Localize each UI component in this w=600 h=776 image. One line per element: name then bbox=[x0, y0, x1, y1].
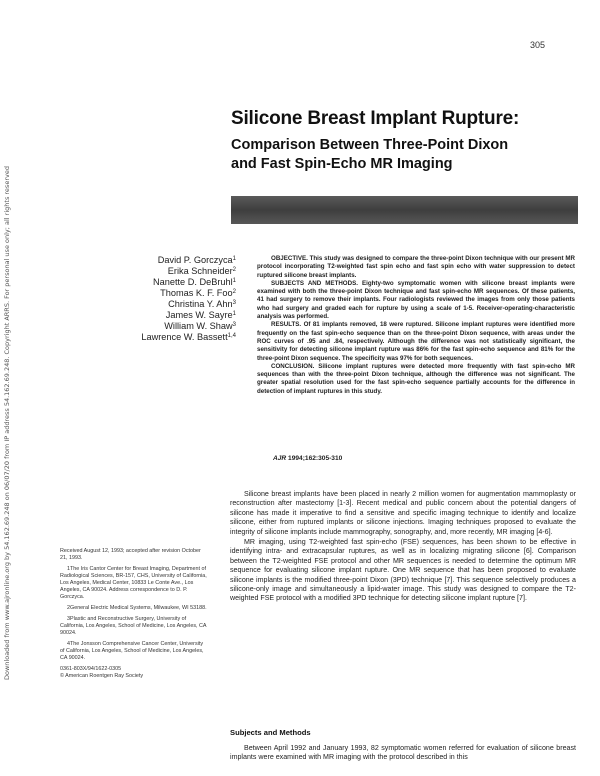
abstract bbox=[257, 255, 575, 396]
author: Nanette D. DeBruhl$^1$ bbox=[152, 277, 236, 287]
abstract-conclusion: CONCLUSION. Silicone implant ruptures were detected more frequently with fast spin-echo MR sequences than with the three-point Dixon technique, although the difference was not significant. The greater spatial resolution used for the fast spin-echo sequence partially accounts for the difference in detection of implant ruptures in this study. bbox=[257, 362, 575, 395]
affiliation-2: 2General Electric Medical Systems, Milwaukee, WI 53188. bbox=[67, 605, 207, 611]
affiliation-4: 4The Jonsson Comprehensive Cancer Center, University of California, Los Angeles, School of Medicine, Los Angeles, CA 90024. bbox=[60, 641, 204, 661]
download-notice-text: Downloaded from www.ajronline.org by 54.162.69.248 on 06/07/20 from IP address 54.162.69.248. Copyright ARRS. For personal use only; all rights reserved bbox=[3, 166, 11, 680]
subtitle-line-2: and Fast Spin-Echo MR Imaging bbox=[231, 156, 453, 172]
header-banner bbox=[231, 196, 578, 224]
author: William W. Shaw$^3$ bbox=[164, 321, 236, 331]
author: Thomas K. F. Foo$^2$ bbox=[160, 288, 236, 298]
abstract-objective: OBJECTIVE. This study was designed to compare the three-point Dixon technique with our present MR protocol incorporating T2-weighted fast spin echo and fast spin echo with water suppression to detect ruptured silicone breast implants. bbox=[257, 255, 575, 279]
page-number: 305 bbox=[530, 40, 546, 50]
issn-code: 0361-803X/94/1622-0305 bbox=[60, 666, 122, 672]
affiliation-1: 1The Iris Cantor Center for Breast Imaging, Department of Radiological Sciences, BR-157, CHS, University of California, Los Angeles, Medical Center, 10833 Le Conte Ave., Los Angeles, CA 90024. Address correspondence to D. P. Gorczyca. bbox=[60, 566, 207, 600]
article-title: Silicone Breast Implant Rupture: bbox=[231, 108, 520, 129]
subtitle-line-1: Comparison Between Three-Point Dixon bbox=[231, 137, 509, 153]
copyright: © American Roentgen Ray Society bbox=[60, 673, 144, 679]
methods-section bbox=[230, 744, 576, 763]
author-list bbox=[90, 255, 236, 343]
article-notes bbox=[60, 548, 208, 680]
methods-paragraph: Between April 1992 and January 1993, 82 symptomatic women referred for evaluation of silicone breast implants were examined with MR imaging with the protocol described in this bbox=[230, 744, 576, 762]
introduction bbox=[230, 490, 576, 605]
author: James W. Sayre$^1$ bbox=[165, 310, 236, 320]
download-notice bbox=[3, 160, 15, 680]
author: Lawrence W. Bassett$^{1,4}$ bbox=[141, 332, 236, 342]
author: Erika Schneider$^2$ bbox=[167, 266, 236, 276]
article-header bbox=[231, 108, 571, 174]
author: Christina Y. Ahn$^3$ bbox=[168, 299, 236, 309]
journal-citation: AJR 1994;162:305-310 bbox=[273, 455, 343, 462]
section-heading-methods: Subjects and Methods bbox=[230, 728, 311, 737]
received-dates: Received August 12, 1993; accepted after revision October 21, 1993. bbox=[60, 548, 201, 561]
intro-paragraph: MR imaging, using T2-weighted fast spin-echo (FSE) sequences, has been shown to be effective in identifying intra- and extracapsular ruptures, as well as in localizing migrating silicone [6]. Comparison between the T2-weighted FSE protocol and other MR sequences is needed to determine the optimum MR sequence for evaluating silicone implant rupture. One MR sequence that has been proposed to evaluate silicone implants is the modified three-point Dixon (3PD) technique [7]. This sequence selectively produces a silicone-only image and simultaneously a lipid-water image. This study was designed to compare the T2-weighted FSE protocol with a modified 3PD technique for detecting silicone implant rupture [7]. bbox=[230, 538, 576, 603]
abstract-results: RESULTS. Of 81 implants removed, 18 were ruptured. Silicone implant ruptures were identified more frequently on the fast spin-echo sequence than on the three-point Dixon sequence, with areas under the ROC curves of .95 and .84, respectively. Although the difference was not statistically significant, the sensitivity for detecting silicone implant rupture was 86% for the fast spin-echo sequence and 81% for the three-point Dixon sequence. The specificity was 97% for both sequences. bbox=[257, 321, 575, 362]
intro-paragraph: Silicone breast implants have been placed in nearly 2 million women for augmentation mammoplasty or reconstruction after mastectomy [1-3]. Recent medical and public concern about the potential dangers of silicone has made it imperative to find a sensitive and specific imaging technique to identify and localize silicone, either from ruptured implants or silicone injections. Imaging techniques proposed to evaluate the integrity of silicone implants include mammography, sonography, and, more recently, MR imaging [4-6]. bbox=[230, 490, 576, 536]
author: David P. Gorczyca$^1$ bbox=[157, 255, 236, 265]
affiliation-3: 3Plastic and Reconstructive Surgery, University of California, Los Angeles, School of Medicine, Los Angeles, CA 90024. bbox=[60, 616, 207, 636]
abstract-subjects-methods: SUBJECTS AND METHODS. Eighty-two symptomatic women with silicone breast implants were examined with both the three-point Dixon technique and fast spin-echo MR sequences. Of these patients, 41 had surgery to remove their implants. Four radiologists reviewed the images from only those patients who had surgery and graded each for rupture by using a scale of 1-5. Receiver-operating-characteristic analysis was performed. bbox=[257, 279, 575, 321]
article-subtitle bbox=[231, 136, 571, 174]
